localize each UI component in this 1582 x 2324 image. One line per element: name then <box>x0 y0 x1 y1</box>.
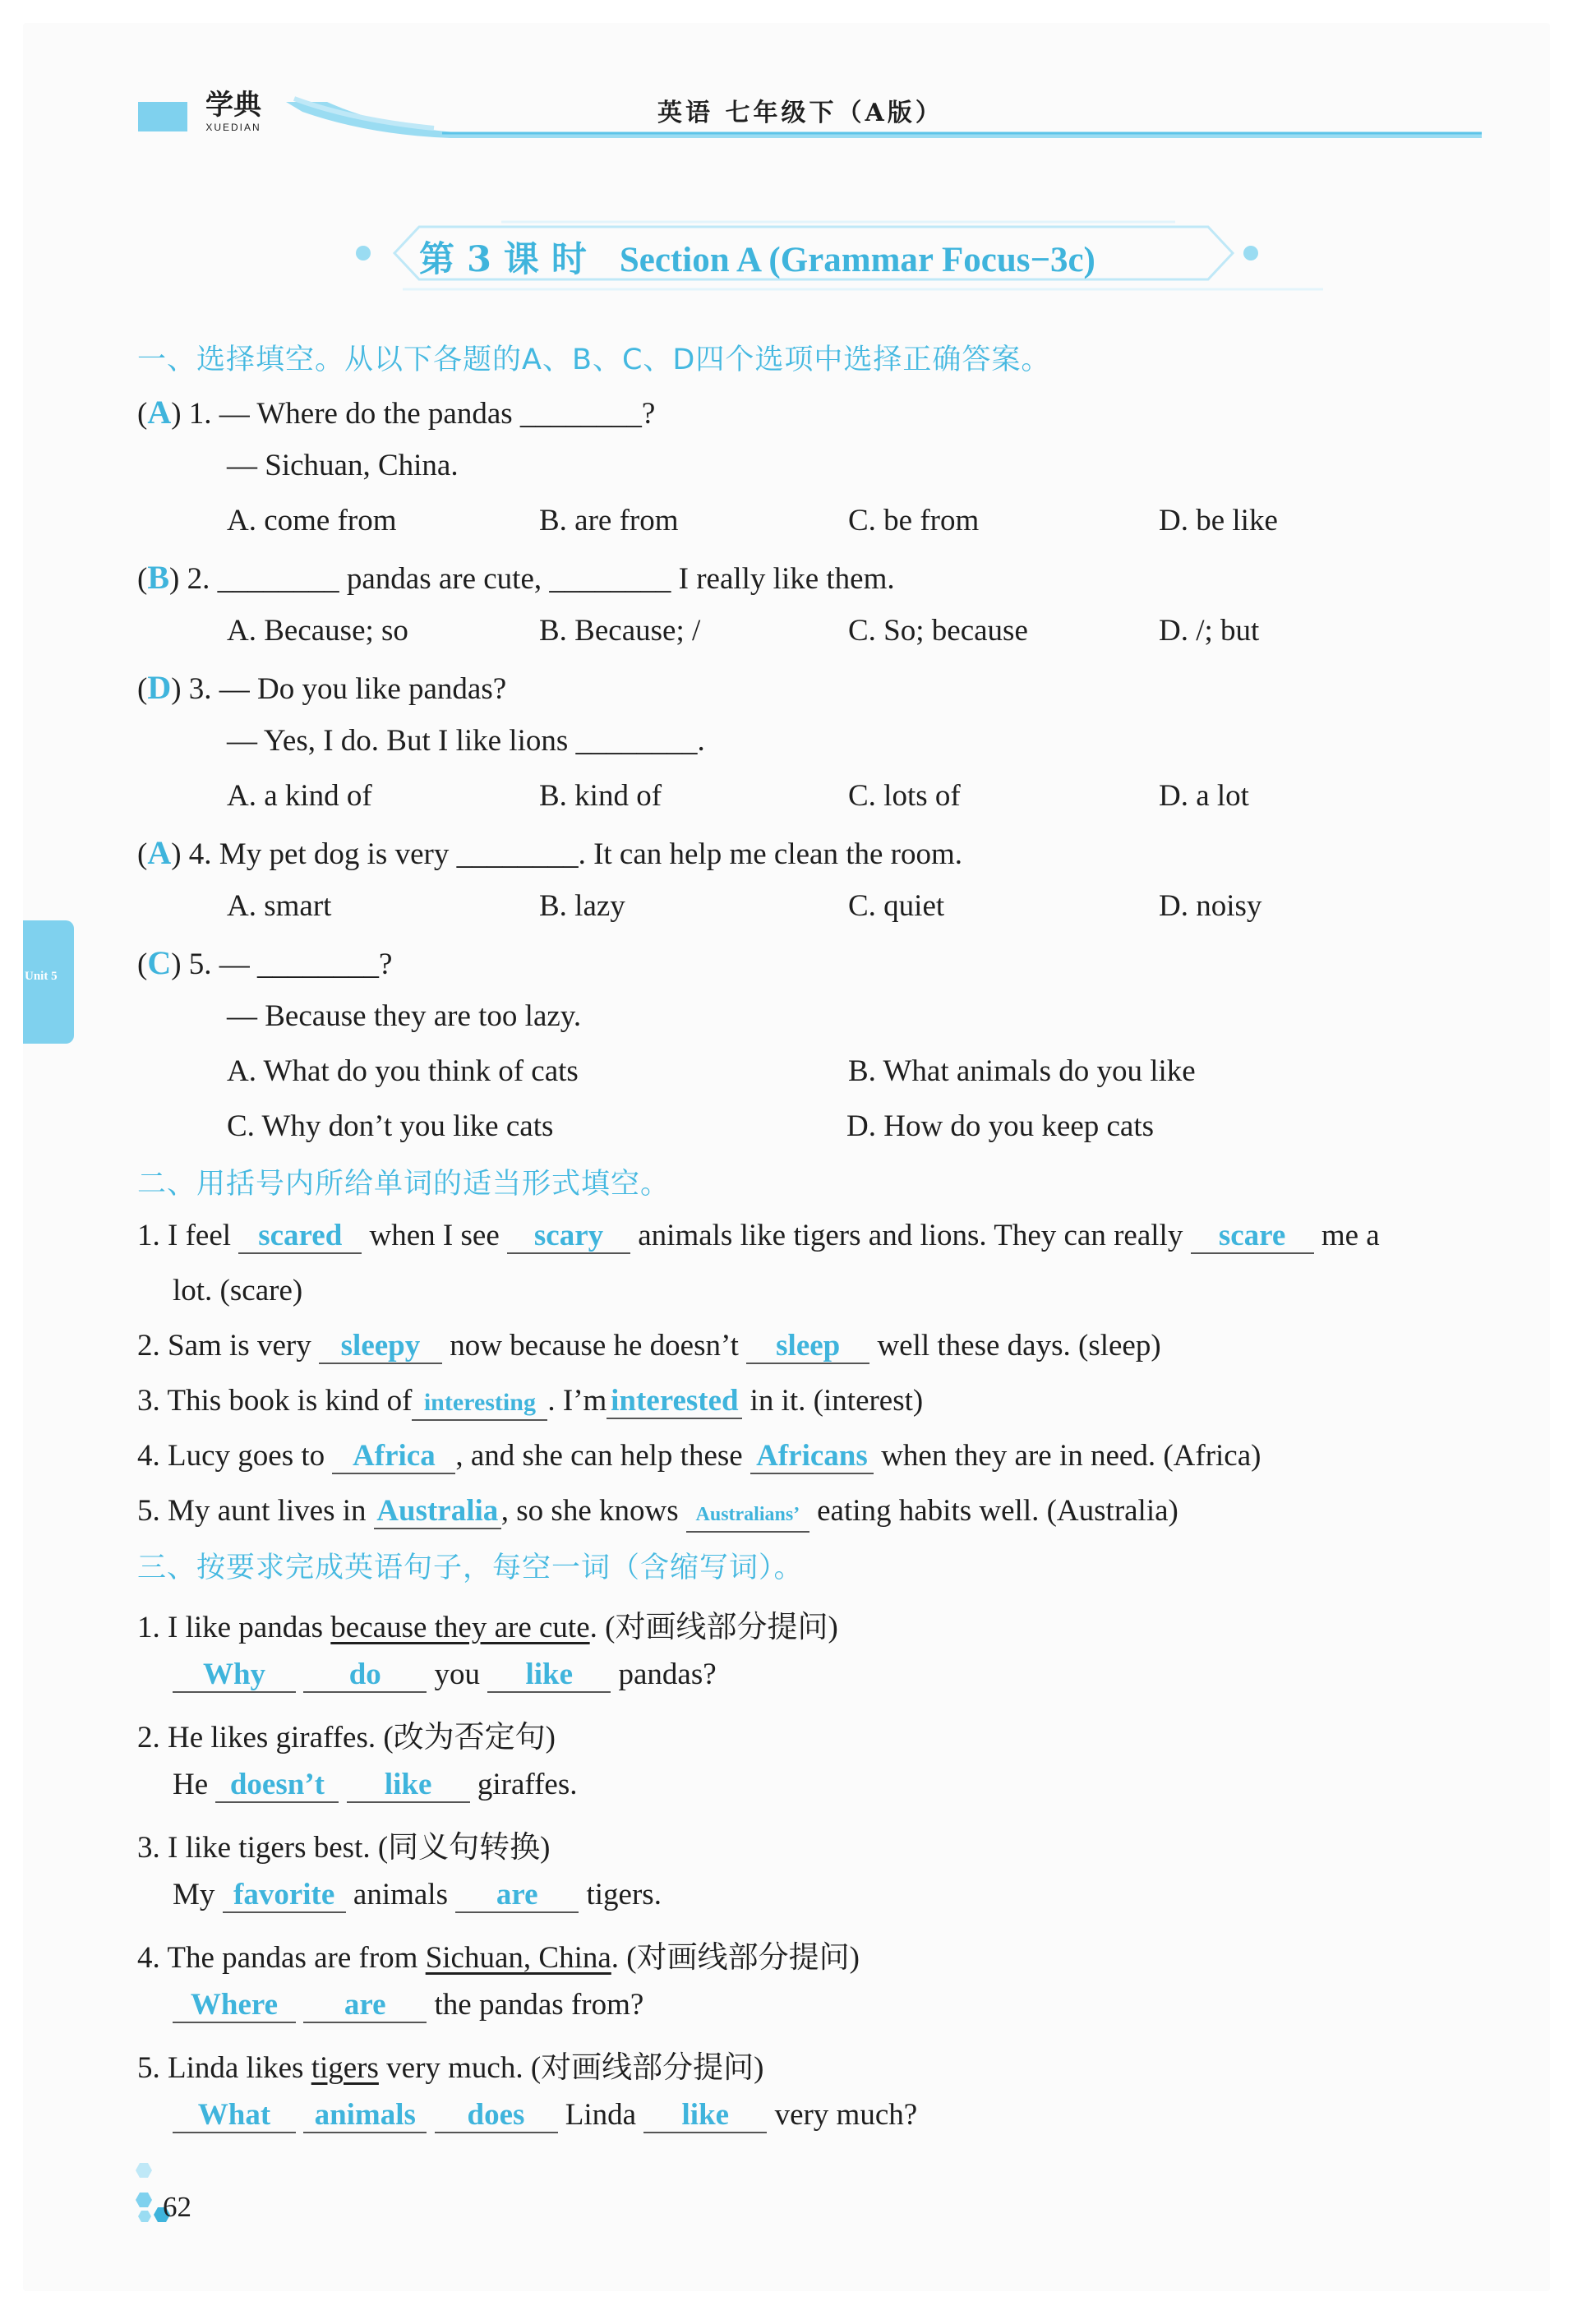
option-1b: B. are from <box>539 504 679 537</box>
fill-answer: sleepy <box>319 1330 442 1364</box>
option-3c: C. lots of <box>848 779 961 813</box>
underlined-part: because they are cute <box>330 1611 590 1644</box>
underlined-part: tigers <box>311 2051 379 2085</box>
fill-answer: Australians’ <box>686 1498 809 1533</box>
option-1d: D. be like <box>1159 504 1278 537</box>
option-5d: D. How do you keep cats <box>846 1109 1155 1143</box>
option-5c: C. Why don’t you like cats <box>227 1109 554 1143</box>
underlined-part: Sichuan, China <box>425 1941 611 1975</box>
fill-item-5: 5. My aunt lives in Australia, so she knows Australians’ eating habits well. (Australia) <box>137 1493 1178 1533</box>
question-4: (A) 4. My pet dog is very ________. It can help me clean the room. <box>137 834 963 871</box>
fill-answer: scared <box>238 1220 362 1254</box>
question-5-reply: — Because they are too lazy. <box>227 999 582 1033</box>
fill-answer: favorite <box>223 1879 346 1913</box>
option-4a: A. smart <box>227 889 332 923</box>
fill-answer: sleep <box>746 1330 869 1364</box>
fill-item-1-cont: lot. (scare) <box>173 1274 303 1307</box>
fill-answer: animals <box>303 2099 427 2133</box>
fill-answer: Why <box>173 1658 296 1693</box>
question-1: (A) 1. — Where do the pandas ________? <box>137 394 656 431</box>
fill-answer: like <box>347 1768 470 1803</box>
rewrite-item-3-answer: My favorite animals are tigers. <box>173 1878 662 1911</box>
fill-answer: Africa <box>332 1440 455 1474</box>
rewrite-item-4-answer: Where are the pandas from? <box>173 1987 643 2023</box>
unit-side-tab-label: Unit 5 <box>25 970 58 983</box>
fill-item-4: 4. Lucy goes to Africa , and she can help these Africans when they are in need. (Africa) <box>137 1439 1261 1473</box>
question-3: (D) 3. — Do you like pandas? <box>137 669 507 706</box>
option-2c: C. So; because <box>848 614 1028 648</box>
option-5b: B. What animals do you like <box>848 1054 1196 1088</box>
answer-1: A <box>147 394 172 431</box>
option-2b: B. Because; / <box>539 614 701 648</box>
fill-answer: like <box>487 1658 611 1693</box>
option-5a: A. What do you think of cats <box>227 1054 579 1088</box>
part1-heading: 一、选择填空。从以下各题的A、B、C、D四个选项中选择正确答案。 <box>137 344 1051 376</box>
answer-5: C <box>147 944 172 981</box>
option-2d: D. /; but <box>1159 614 1260 648</box>
fill-answer: like <box>643 2099 767 2133</box>
rewrite-item-1: 1. I like pandas because they are cute. (对画线部分提问) <box>137 1611 838 1644</box>
option-1c: C. be from <box>848 504 980 537</box>
part2-heading: 二、用括号内所给单词的适当形式填空。 <box>137 1168 671 1201</box>
fill-answer: scary <box>507 1220 630 1254</box>
brand-logo: 学典 XUEDIAN <box>205 89 261 133</box>
question-5: (C) 5. — ________? <box>137 944 393 981</box>
fill-answer: Where <box>173 1989 296 2023</box>
rewrite-item-5: 5. Linda likes tigers very much. (对画线部分提问) <box>137 2051 764 2085</box>
fill-answer: Australia <box>374 1495 501 1529</box>
fill-answer: does <box>435 2099 558 2133</box>
lesson-section: Section A (Grammar Focus−3c) <box>619 241 1095 279</box>
part3-heading: 三、按要求完成英语句子，每空一词（含缩写词）。 <box>137 1552 804 1584</box>
option-2a: A. Because; so <box>227 614 408 648</box>
rewrite-item-2-answer: He doesn’t like giraffes. <box>173 1768 578 1801</box>
question-2: (B) 2. ________ pandas are cute, ________ I really like them. <box>137 559 895 596</box>
fill-answer: Africans <box>750 1440 874 1474</box>
fill-item-3: 3. This book is kind of interesting . I’m interested in it. (interest) <box>137 1383 923 1421</box>
question-3-reply: — Yes, I do. But I like lions ________. <box>227 724 705 758</box>
lesson-number: 第 3 课 时 <box>419 239 587 280</box>
rewrite-item-5-answer: What animals does Linda like very much? <box>173 2097 917 2133</box>
fill-answer: do <box>303 1658 427 1693</box>
rewrite-item-2: 2. He likes giraffes. (改为否定句) <box>137 1721 556 1755</box>
question-1-reply: — Sichuan, China. <box>227 449 459 482</box>
fill-answer: interested <box>607 1385 742 1419</box>
answer-2: B <box>147 559 170 596</box>
fill-item-1: 1. I feel scared when I see scary animals like tigers and lions. They can really scare me a <box>137 1219 1380 1252</box>
fill-answer: What <box>173 2099 296 2133</box>
fill-answer: are <box>303 1989 427 2023</box>
option-3d: D. a lot <box>1159 779 1249 813</box>
rewrite-item-3: 3. I like tigers best. (同义句转换) <box>137 1831 551 1865</box>
fill-answer: interesting <box>412 1386 547 1421</box>
option-4d: D. noisy <box>1159 889 1262 923</box>
book-title: 英语 七年级下（A版） <box>657 99 943 127</box>
page-number: 62 <box>163 2191 191 2223</box>
fill-answer: scare <box>1191 1220 1314 1254</box>
option-3b: B. kind of <box>539 779 662 813</box>
answer-4: A <box>147 834 172 871</box>
lesson-title <box>419 232 1095 282</box>
fill-answer: are <box>455 1879 579 1913</box>
answer-3: D <box>147 669 172 706</box>
option-3a: A. a kind of <box>227 779 372 813</box>
fill-answer: doesn’t <box>215 1768 339 1803</box>
option-1a: A. come from <box>227 504 397 537</box>
fill-item-2: 2. Sam is very sleepy now because he doesn’t sleep well these days. (sleep) <box>137 1329 1161 1363</box>
option-4b: B. lazy <box>539 889 625 923</box>
option-4c: C. quiet <box>848 889 945 923</box>
rewrite-item-1-answer: Why do you like pandas? <box>173 1657 717 1693</box>
rewrite-item-4: 4. The pandas are from Sichuan, China. (对画线部分提问) <box>137 1941 860 1975</box>
